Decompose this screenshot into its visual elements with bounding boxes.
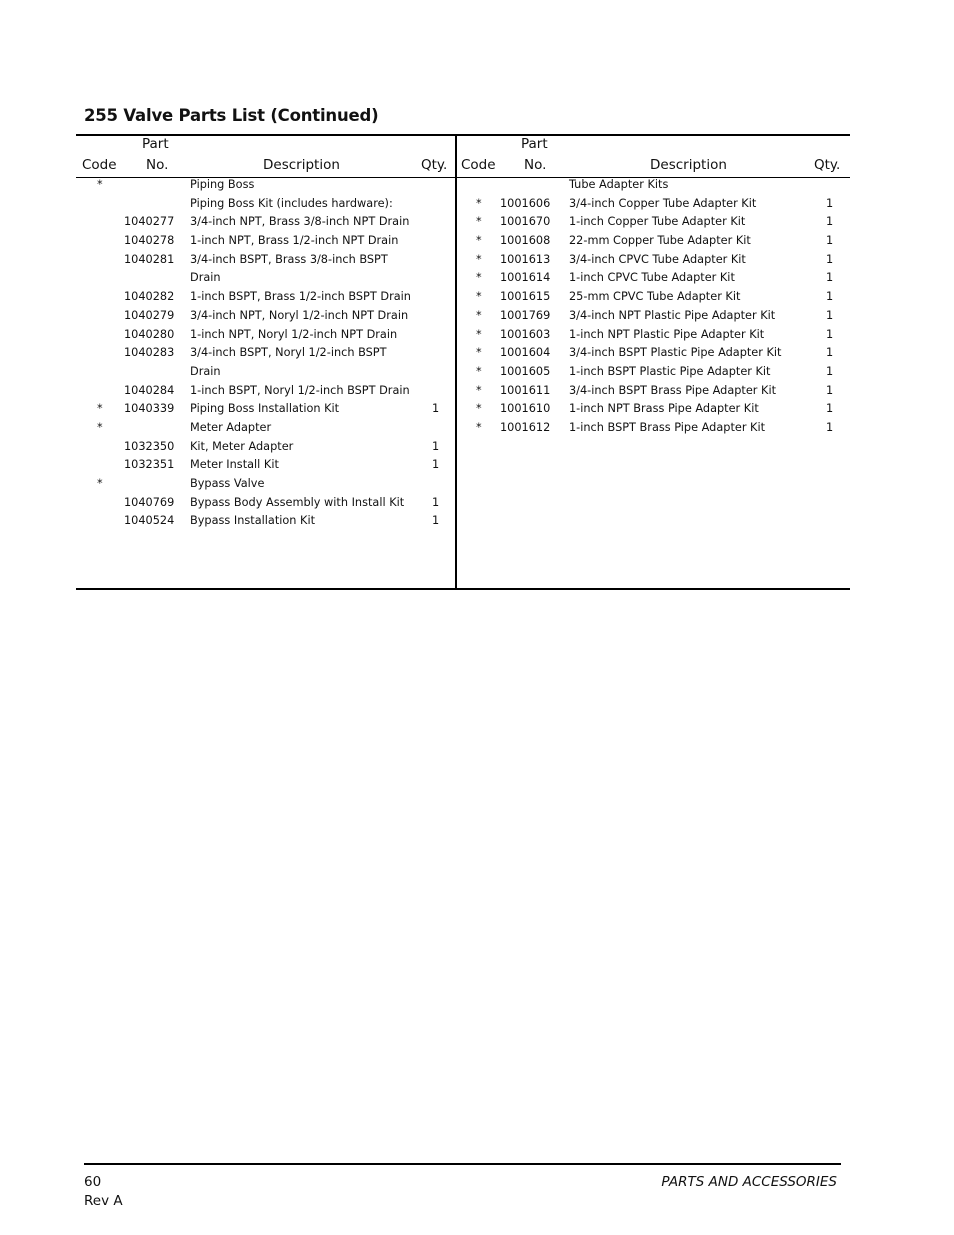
description-cell: 1-inch BSPT Brass Pipe Adapter Kit: [569, 420, 766, 434]
code-cell: *: [97, 402, 103, 416]
description-cell: Tube Adapter Kits: [569, 178, 669, 191]
description-cell: Kit, Meter Adapter: [190, 439, 294, 453]
description-cell: Drain: [190, 364, 221, 378]
table-row: [76, 420, 455, 439]
header-part-top: Part: [142, 136, 169, 152]
header-part-no: No.: [146, 157, 169, 173]
table-row: [76, 214, 455, 233]
qty-cell: 1: [826, 383, 834, 397]
description-cell: 1-inch NPT Brass Pipe Adapter Kit: [569, 402, 759, 416]
qty-cell: 1: [826, 327, 834, 341]
code-cell: *: [476, 364, 482, 378]
description-cell: 3/4-inch NPT Plastic Pipe Adapter Kit: [569, 308, 776, 322]
part-number-cell: 1040280: [124, 327, 175, 341]
description-cell: 1-inch BSPT Plastic Pipe Adapter Kit: [569, 364, 771, 378]
header-code: Code: [82, 157, 117, 173]
description-cell: 3/4-inch BSPT, Brass 3/8-inch BSPT: [190, 252, 388, 266]
description-cell: 3/4-inch Copper Tube Adapter Kit: [569, 196, 757, 210]
right-parts-table: [457, 136, 850, 439]
table-row: [76, 364, 455, 383]
part-number-cell: 1001611: [500, 383, 551, 397]
qty-cell: 1: [432, 439, 440, 453]
header-description: Description: [650, 157, 727, 173]
description-cell: Drain: [190, 271, 221, 285]
qty-cell: 1: [432, 495, 440, 509]
code-cell: *: [476, 346, 482, 360]
code-cell: *: [476, 252, 482, 266]
description-cell: Meter Adapter: [190, 420, 272, 434]
part-number-cell: 1001612: [500, 420, 551, 434]
header-part-no: No.: [524, 157, 547, 173]
qty-cell: 1: [432, 514, 440, 528]
table-row: [457, 308, 850, 327]
table-row: [457, 327, 850, 346]
revision: Rev A: [84, 1193, 123, 1209]
table-bottom-rule: [76, 588, 850, 590]
part-number-cell: 1040283: [124, 346, 175, 360]
part-number-cell: 1001605: [500, 364, 551, 378]
qty-cell: 1: [826, 252, 834, 266]
code-cell: *: [476, 402, 482, 416]
code-cell: *: [476, 327, 482, 341]
part-number-cell: 1040282: [124, 290, 175, 304]
qty-cell: 1: [826, 364, 834, 378]
description-cell: 1-inch NPT Plastic Pipe Adapter Kit: [569, 327, 765, 341]
description-cell: 1-inch BSPT, Noryl 1/2-inch BSPT Drain: [190, 383, 410, 397]
part-number-cell: 1040278: [124, 234, 175, 248]
part-number-cell: 1001610: [500, 402, 551, 416]
code-cell: *: [476, 383, 482, 397]
qty-cell: 1: [432, 402, 440, 416]
description-cell: 3/4-inch CPVC Tube Adapter Kit: [569, 252, 746, 266]
table-row: [457, 289, 850, 308]
header-code: Code: [461, 157, 496, 173]
right-rows: [457, 177, 850, 439]
qty-cell: 1: [826, 196, 834, 210]
table-row: [76, 327, 455, 346]
qty-cell: 1: [826, 290, 834, 304]
qty-cell: 1: [826, 420, 834, 434]
part-number-cell: 1040279: [124, 308, 175, 322]
part-number-cell: 1001603: [500, 327, 551, 341]
header-description: Description: [263, 157, 340, 173]
table-row: [76, 177, 455, 196]
part-number-cell: 1032350: [124, 439, 175, 453]
table-row: [457, 383, 850, 402]
description-cell: 1-inch BSPT, Brass 1/2-inch BSPT Drain: [190, 290, 411, 304]
table-row: [457, 420, 850, 439]
table-header: [76, 136, 455, 177]
part-number-cell: 1040524: [124, 514, 175, 528]
part-number-cell: 1001604: [500, 346, 551, 360]
table-row: [457, 270, 850, 289]
header-qty: Qty.: [421, 157, 448, 173]
code-cell: *: [476, 308, 482, 322]
left-parts-table: [76, 136, 455, 532]
description-cell: 22-mm Copper Tube Adapter Kit: [569, 234, 751, 248]
description-cell: 3/4-inch NPT, Noryl 1/2-inch NPT Drain: [190, 308, 409, 322]
part-number-cell: 1001614: [500, 271, 551, 285]
code-cell: *: [476, 420, 482, 434]
table-row: [76, 401, 455, 420]
page-title: 255 Valve Parts List (Continued): [84, 106, 379, 125]
description-cell: Piping Boss: [190, 178, 255, 191]
code-cell: *: [476, 290, 482, 304]
description-cell: 25-mm CPVC Tube Adapter Kit: [569, 290, 741, 304]
part-number-cell: 1001613: [500, 252, 551, 266]
table-row: [76, 308, 455, 327]
table-row: [76, 196, 455, 215]
table-row: [76, 289, 455, 308]
qty-cell: 1: [826, 346, 834, 360]
description-cell: Meter Install Kit: [190, 458, 279, 472]
table-row: [457, 233, 850, 252]
table-row: [76, 495, 455, 514]
description-cell: Bypass Installation Kit: [190, 514, 316, 528]
description-cell: 1-inch NPT, Noryl 1/2-inch NPT Drain: [190, 327, 398, 341]
table-row: [457, 401, 850, 420]
table-row: [76, 270, 455, 289]
description-cell: 1-inch NPT, Brass 1/2-inch NPT Drain: [190, 234, 399, 248]
description-cell: 3/4-inch NPT, Brass 3/8-inch NPT Drain: [190, 215, 410, 229]
code-cell: *: [476, 215, 482, 229]
code-cell: *: [476, 271, 482, 285]
part-number-cell: 1001615: [500, 290, 551, 304]
header-qty: Qty.: [814, 157, 841, 173]
table-row: [76, 233, 455, 252]
table-row: [457, 364, 850, 383]
table-row: [76, 439, 455, 458]
footer-rule: [84, 1163, 841, 1165]
description-cell: Bypass Body Assembly with Install Kit: [190, 495, 405, 509]
table-row: [457, 196, 850, 215]
description-cell: 1-inch CPVC Tube Adapter Kit: [569, 271, 735, 285]
description-cell: 3/4-inch BSPT Plastic Pipe Adapter Kit: [569, 346, 782, 360]
part-number-cell: 1032351: [124, 458, 175, 472]
description-cell: 3/4-inch BSPT, Noryl 1/2-inch BSPT: [190, 346, 387, 360]
table-row: [457, 252, 850, 271]
qty-cell: 1: [826, 215, 834, 229]
code-cell: *: [476, 234, 482, 248]
header-part-top: Part: [521, 136, 548, 152]
table-row: [76, 383, 455, 402]
code-cell: *: [97, 178, 103, 191]
qty-cell: 1: [826, 402, 834, 416]
table-header: [457, 136, 850, 177]
qty-cell: 1: [826, 234, 834, 248]
code-cell: *: [476, 196, 482, 210]
table-row: [76, 476, 455, 495]
part-number-cell: 1001670: [500, 215, 551, 229]
part-number-cell: 1040339: [124, 402, 175, 416]
qty-cell: 1: [826, 271, 834, 285]
part-number-cell: 1001606: [500, 196, 551, 210]
section-name: PARTS AND ACCESSORIES: [661, 1174, 837, 1190]
part-number-cell: 1040769: [124, 495, 175, 509]
table-row: [76, 252, 455, 271]
part-number-cell: 1001769: [500, 308, 551, 322]
description-cell: 3/4-inch BSPT Brass Pipe Adapter Kit: [569, 383, 777, 397]
description-cell: Piping Boss Installation Kit: [190, 402, 340, 416]
table-row: [76, 513, 455, 532]
left-rows: [76, 177, 455, 532]
description-cell: Bypass Valve: [190, 477, 265, 490]
part-number-cell: 1040281: [124, 252, 175, 266]
table-row: [457, 345, 850, 364]
table-row: [457, 177, 850, 196]
part-number-cell: 1040284: [124, 383, 175, 397]
page-number: 60: [84, 1174, 102, 1190]
table-row: [457, 214, 850, 233]
table-row: [76, 457, 455, 476]
part-number-cell: 1040277: [124, 215, 175, 229]
qty-cell: 1: [826, 308, 834, 322]
part-number-cell: 1001608: [500, 234, 551, 248]
code-cell: *: [97, 477, 103, 490]
code-cell: *: [97, 420, 103, 434]
table-row: [76, 345, 455, 364]
qty-cell: 1: [432, 458, 440, 472]
description-cell: 1-inch Copper Tube Adapter Kit: [569, 215, 746, 229]
description-cell: Piping Boss Kit (includes hardware):: [190, 196, 393, 210]
